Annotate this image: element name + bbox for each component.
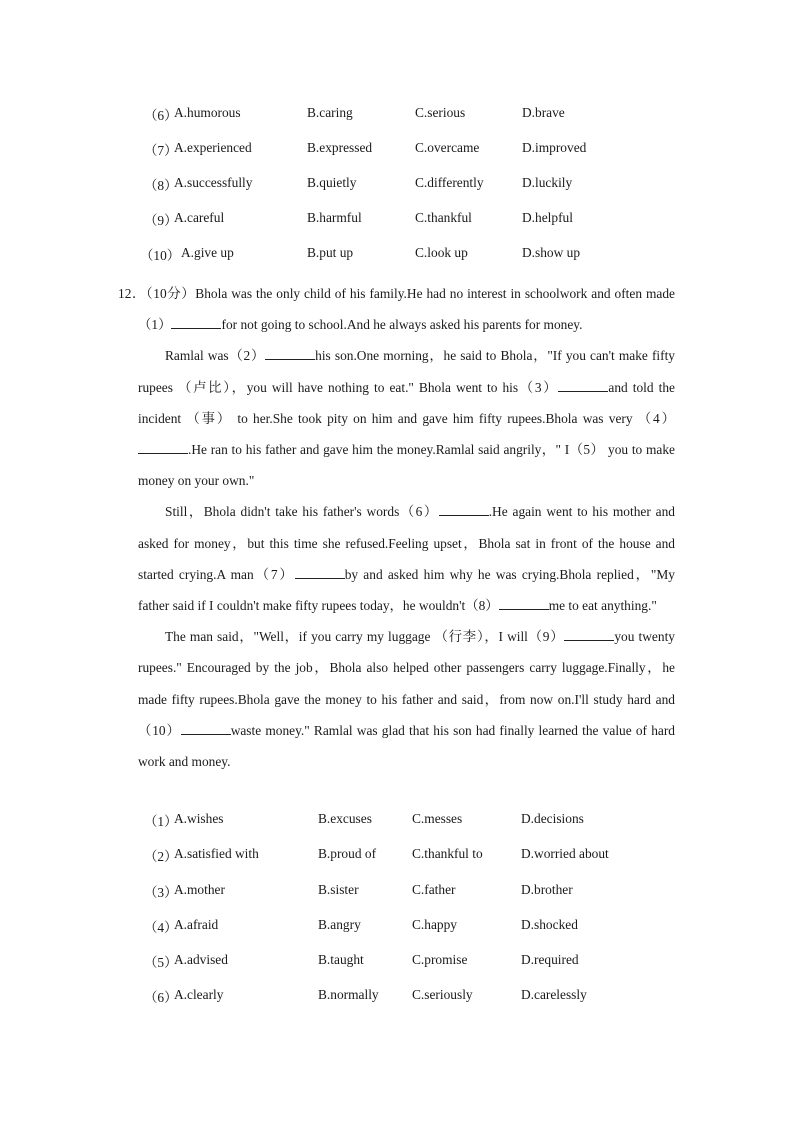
option-a: A.clearly [174,987,224,1002]
option-b: B.caring [307,105,353,120]
passage-text: .He again went to his mother and asked for money，but this time she refused.Feeling upset，Bhola sat in front of the house and started crying.A man（7） [138,504,675,582]
passage-text: Bhola was the only child of his family.He had no interest in schoolwork and often made（1） [138,286,675,333]
blank-10[interactable] [181,722,231,735]
option-c: C.thankful [415,210,472,225]
option-a: A.humorous [174,105,241,120]
option-d: D.shocked [521,917,578,932]
option-number: （4） [144,920,178,935]
option-row [0,175,794,195]
option-row [0,987,794,1007]
passage-text: his son.One morning，he said to Bhola，"If you can't make fifty rupees （卢比），you will have nothing to eat." Bhola went to his（3） [138,348,675,395]
option-a: A.mother [174,882,225,897]
option-row [0,917,794,937]
passage-text: Ramlal was（2） [165,348,266,364]
option-a: A.afraid [174,917,219,932]
option-a: A.advised [174,952,228,967]
option-a: A.give up [181,245,234,260]
passage-text: you twenty rupees." Encouraged by the job，Bhola also helped other passengers carry luggage.Finally，he made fifty rupees.Bhola gave the money to his father and said，from now on.I'll study hard and（10） [138,629,675,738]
option-b: B.quietly [307,175,357,190]
passage-text: Still，Bhola didn't take his father's words（6） [165,504,439,520]
option-number: （7） [144,143,178,158]
option-d: D.luckily [522,175,573,190]
option-a: A.careful [174,210,225,225]
option-c: C.messes [412,811,463,826]
option-d: D.decisions [521,811,584,826]
option-row [0,882,794,902]
option-c: C.serious [415,105,466,120]
option-a: A.satisfied with [174,846,259,861]
option-number: （2） [144,849,178,864]
option-c: C.thankful to [412,846,483,861]
passage-paragraph-2 [138,340,675,496]
option-c: C.look up [415,245,468,260]
option-d: D.improved [522,140,587,155]
option-number: （6） [144,108,178,123]
option-row [0,811,794,831]
option-row [0,105,794,125]
option-b: B.angry [318,917,361,932]
option-a: A.experienced [174,140,252,155]
option-b: B.excuses [318,811,372,826]
option-b: B.harmful [307,210,362,225]
blank-6[interactable] [439,503,489,516]
option-number: （10） [140,248,181,263]
option-d: D.helpful [522,210,573,225]
option-number: （8） [144,178,178,193]
option-c: C.father [412,882,456,897]
passage-text: me to eat anything." [548,598,657,614]
option-row [0,210,794,230]
option-d: D.carelessly [521,987,587,1002]
blank-9[interactable] [564,628,614,641]
option-b: B.taught [318,952,364,967]
option-number: （6） [144,990,178,1005]
blank-7[interactable] [295,566,345,579]
option-c: C.overcame [415,140,480,155]
blank-8[interactable] [499,597,549,610]
blank-2[interactable] [265,347,315,360]
option-b: B.expressed [307,140,373,155]
passage-text: and told the incident （事） to her.She took pity on him and gave him fifty rupees.Bhola was very （4） [138,379,675,426]
passage-paragraph-1 [118,278,675,340]
passage-paragraph-4 [138,621,675,777]
option-row [0,245,794,265]
option-d: D.show up [522,245,581,260]
option-c: C.differently [415,175,484,190]
option-d: D.worried about [521,846,609,861]
option-b: B.sister [318,882,359,897]
option-d: D.brother [521,882,573,897]
option-b: B.proud of [318,846,377,861]
option-row [0,846,794,866]
option-c: C.promise [412,952,468,967]
option-c: C.seriously [412,987,473,1002]
option-c: C.happy [412,917,458,932]
question-number: 12． [118,286,146,301]
blank-4[interactable] [138,441,188,454]
blank-3[interactable] [558,379,608,392]
option-row [0,952,794,972]
option-a: A.wishes [174,811,224,826]
option-number: （1） [144,814,178,829]
option-a: A.successfully [174,175,253,190]
option-number: （3） [144,885,178,900]
passage-paragraph-3 [138,496,675,621]
passage-text: by and asked him why he was crying.Bhola replied，"My father said if I couldn't make fifty rupees today，he wouldn't（8） [138,566,675,614]
option-d: D.required [521,952,579,967]
question-12 [118,278,675,777]
blank-1[interactable] [171,316,221,329]
option-d: D.brave [522,105,565,120]
option-b: B.normally [318,987,379,1002]
passage-text: The man said，"Well，if you carry my luggage （行李），I will（9） [165,629,565,645]
passage-text: .He ran to his father and gave him the money.Ramlal said angrily，" I（5） you to make money on your own." [138,442,675,489]
option-number: （5） [144,955,178,970]
option-number: （9） [144,213,178,228]
option-row [0,140,794,160]
passage-text: for not going to school.And he always asked his parents for money. [221,317,583,333]
option-b: B.put up [307,245,354,260]
question-score: （10分） [146,286,196,301]
passage-text: waste money." Ramlal was glad that his son had finally learned the value of hard work and money. [138,722,675,770]
